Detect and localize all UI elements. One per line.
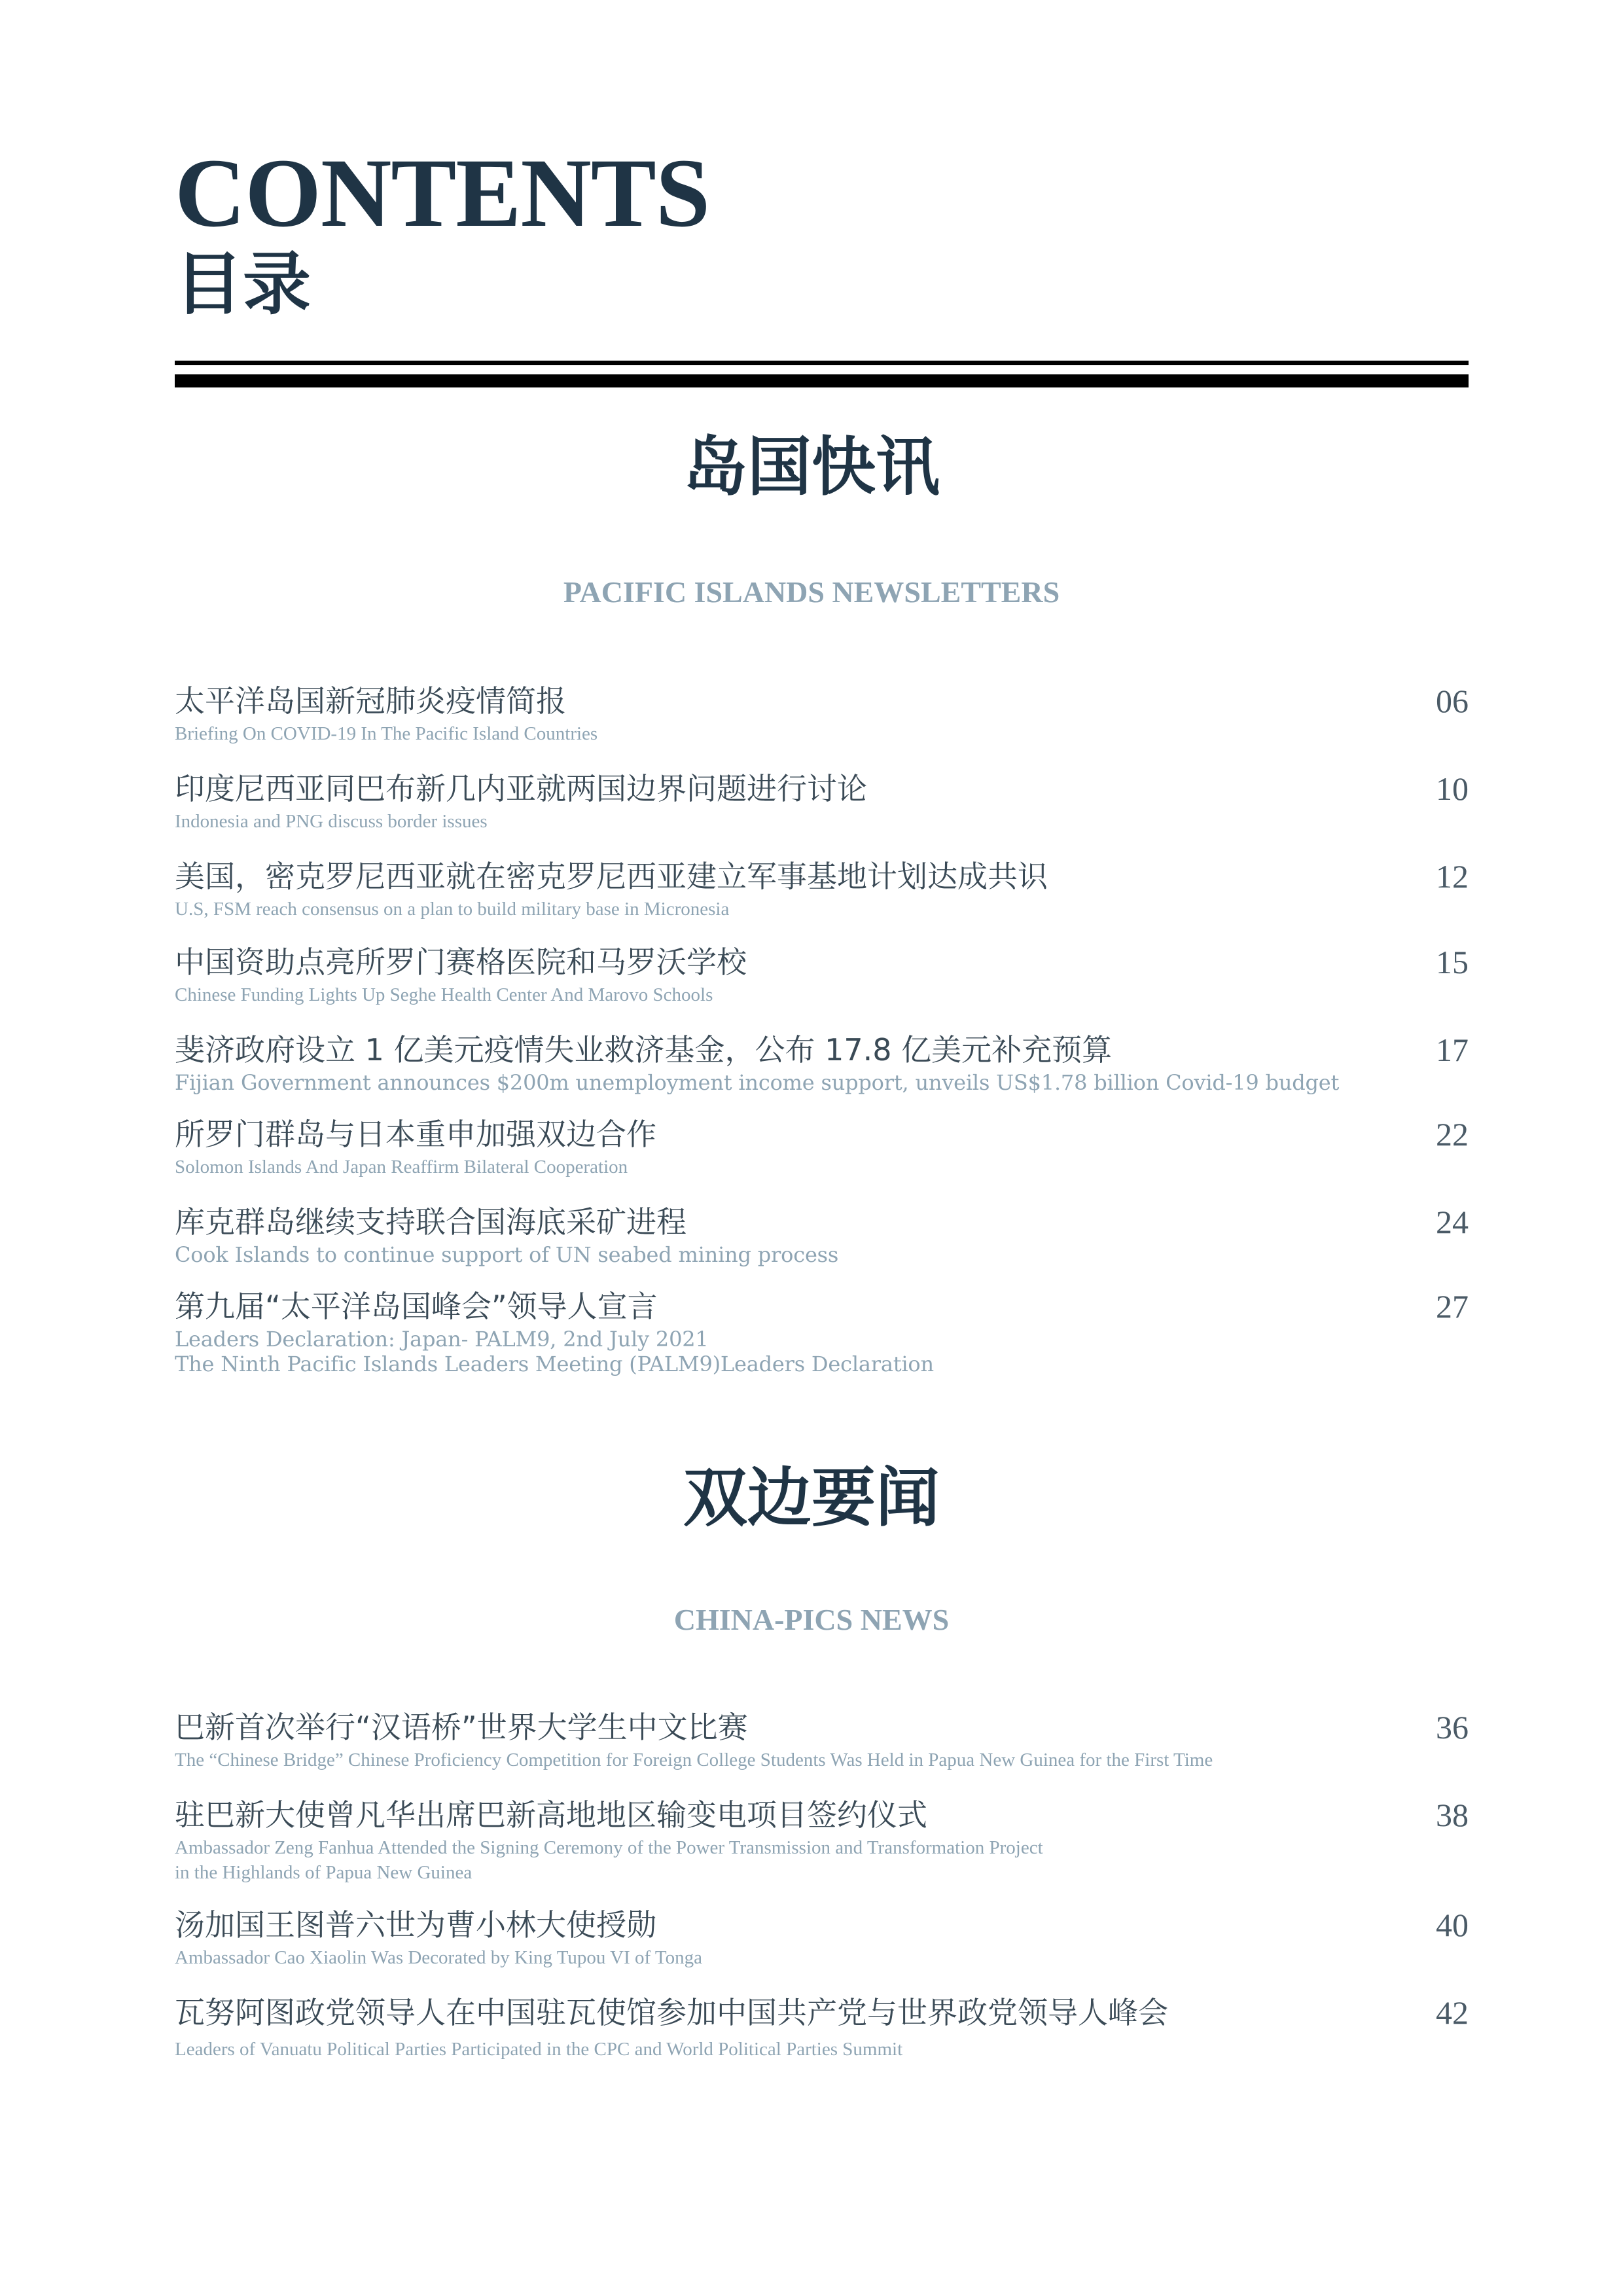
section-title-pacific-islands: 岛国快讯 bbox=[683, 429, 940, 505]
entry-title-en: Leaders of Vanuatu Political Parties Participated in the CPC and World Political Parties Summit bbox=[175, 2039, 903, 2060]
entry-title-en: Ambassador Cao Xiaolin Was Decorated by King Tupou VI of Tonga bbox=[175, 1947, 702, 1968]
entry-page-number: 42 bbox=[1436, 1994, 1469, 2031]
entry-title-zh: 斐济政府设立 1 亿美元疫情失业救济基金，公布 17.8 亿美元补充预算 bbox=[175, 1032, 1113, 1067]
page-title: CONTENTS bbox=[175, 139, 710, 247]
entry-title-zh: 太平洋岛国新冠肺炎疫情简报 bbox=[175, 683, 566, 719]
toc-entry[interactable] bbox=[175, 1030, 1469, 1114]
entry-title-en: Ambassador Zeng Fanhua Attended the Signing Ceremony of the Power Transmission and Transformation Project bbox=[175, 1837, 1043, 1858]
entry-page-number: 38 bbox=[1436, 1797, 1469, 1833]
entry-title-en: U.S, FSM reach consensus on a plan to build military base in Micronesia bbox=[175, 899, 730, 920]
entry-title-en: Fijian Government announces $200m unemployment income support, unveils US$1.78 billion Covid-19 budget bbox=[175, 1070, 1340, 1095]
toc-list-pacific-islands bbox=[175, 681, 1469, 1379]
toc-entry[interactable] bbox=[175, 856, 1469, 942]
entry-title-zh: 库克群岛继续支持联合国海底采矿进程 bbox=[175, 1204, 687, 1240]
entry-title-en: Briefing On COVID-19 In The Pacific Island Countries bbox=[175, 723, 598, 744]
entry-title-en: Indonesia and PNG discuss border issues bbox=[175, 811, 488, 832]
entry-title-zh: 美国，密克罗尼西亚就在密克罗尼西亚建立军事基地计划达成共识 bbox=[175, 859, 1048, 894]
page-title-chinese: 目录 bbox=[175, 244, 312, 324]
toc-entry[interactable] bbox=[175, 1286, 1469, 1379]
entry-page-number: 15 bbox=[1436, 944, 1469, 980]
toc-entry[interactable] bbox=[175, 1795, 1469, 1905]
entry-title-en: The “Chinese Bridge” Chinese Proficiency Competition for Foreign College Students Was Held in Papua New Guinea for the First Time bbox=[175, 1749, 1213, 1770]
entry-title-en: Chinese Funding Lights Up Seghe Health Center And Marovo Schools bbox=[175, 984, 713, 1005]
entry-page-number: 22 bbox=[1436, 1116, 1469, 1153]
toc-list-china-pics bbox=[175, 1707, 1469, 2080]
entry-title-zh: 汤加国王图普六世为曹小林大使授勋 bbox=[175, 1907, 656, 1943]
entry-title-en: Solomon Islands And Japan Reaffirm Bilateral Cooperation bbox=[175, 1157, 628, 1177]
entry-title-zh: 第九届“太平洋岛国峰会”领导人宣言 bbox=[175, 1289, 658, 1324]
entry-page-number: 17 bbox=[1436, 1031, 1469, 1068]
entry-page-number: 40 bbox=[1436, 1907, 1469, 1943]
section-subtitle-pacific-islands: PACIFIC ISLANDS NEWSLETTERS bbox=[563, 575, 1060, 609]
entry-title-zh: 印度尼西亚同巴布新几内亚就两国边界问题进行讨论 bbox=[175, 771, 867, 806]
entry-title-en: Cook Islands to continue support of UN seabed mining process bbox=[175, 1242, 839, 1267]
entry-page-number: 06 bbox=[1436, 683, 1469, 719]
entry-title-zh: 瓦努阿图政党领导人在中国驻瓦使馆参加中国共产党与世界政党领导人峰会 bbox=[175, 1995, 1168, 2030]
header-rule-thick bbox=[175, 374, 1469, 387]
toc-entry[interactable] bbox=[175, 942, 1469, 1030]
section-subtitle-china-pics: CHINA-PICS NEWS bbox=[673, 1603, 950, 1636]
entry-title-en: Leaders Declaration: Japan- PALM9, 2nd July 2021 bbox=[175, 1327, 709, 1352]
entry-title-zh: 中国资助点亮所罗门赛格医院和马罗沃学校 bbox=[175, 944, 747, 980]
header-rule-thin bbox=[175, 361, 1469, 365]
toc-entry[interactable] bbox=[175, 1114, 1469, 1202]
entry-page-number: 12 bbox=[1436, 858, 1469, 895]
toc-entry[interactable] bbox=[175, 1905, 1469, 1992]
entry-page-number: 27 bbox=[1436, 1288, 1469, 1325]
entry-title-zh: 巴新首次举行“汉语桥”世界大学生中文比赛 bbox=[175, 1710, 748, 1745]
entry-title-zh: 驻巴新大使曾凡华出席巴新高地地区输变电项目签约仪式 bbox=[175, 1797, 927, 1833]
section-title-china-pics: 双边要闻 bbox=[683, 1460, 940, 1535]
entry-page-number: 10 bbox=[1436, 770, 1469, 807]
toc-entry[interactable] bbox=[175, 1992, 1469, 2080]
entry-page-number: 24 bbox=[1436, 1204, 1469, 1240]
entry-title-zh: 所罗门群岛与日本重申加强双边合作 bbox=[175, 1117, 656, 1152]
entry-page-number: 36 bbox=[1436, 1709, 1469, 1746]
toc-entry[interactable] bbox=[175, 1202, 1469, 1286]
entry-title-en-line-2: in the Highlands of Papua New Guinea bbox=[175, 1862, 473, 1883]
toc-entry[interactable] bbox=[175, 1707, 1469, 1795]
toc-entry[interactable] bbox=[175, 768, 1469, 856]
entry-title-en-line-2: The Ninth Pacific Islands Leaders Meeting (PALM9)Leaders Declaration bbox=[175, 1352, 934, 1376]
toc-entry[interactable] bbox=[175, 681, 1469, 768]
